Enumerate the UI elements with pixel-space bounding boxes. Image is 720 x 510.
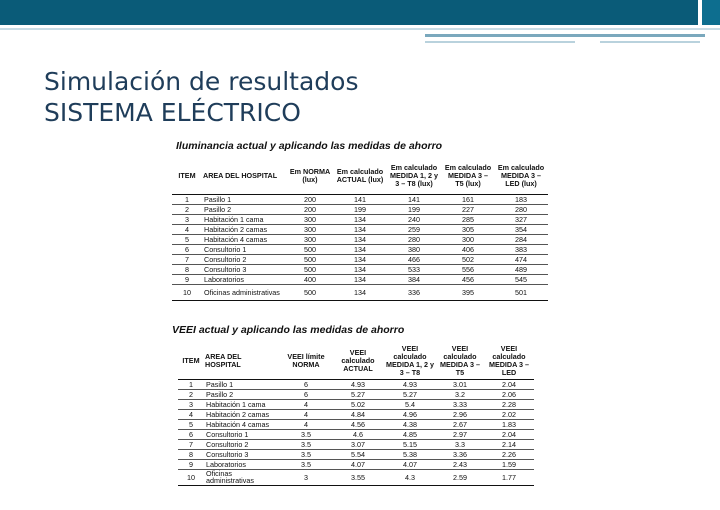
value-cell: 5.4 xyxy=(405,399,415,409)
value-cell: 3.5 xyxy=(301,449,311,459)
value-cell: 336 xyxy=(408,287,420,297)
value-cell: 134 xyxy=(354,287,366,297)
table-row xyxy=(178,459,534,469)
value-cell: 545 xyxy=(515,274,527,284)
value-cell: 200 xyxy=(304,204,316,214)
column-header: Em calculado MEDIDA 3 – LED (lux) xyxy=(497,162,545,188)
veei-table xyxy=(178,343,534,486)
table-row xyxy=(172,284,548,300)
table2-caption: VEEI actual y aplicando las medidas de ahorro xyxy=(172,324,405,336)
area-name-cell: Pasillo 1 xyxy=(206,379,234,389)
area-name-cell: Laboratorios xyxy=(204,274,244,284)
value-cell: 489 xyxy=(515,264,527,274)
value-cell: 4.93 xyxy=(403,379,417,389)
area-name-cell: Oficinas administrativas xyxy=(204,287,280,297)
slide-title xyxy=(44,66,359,128)
table-row xyxy=(172,194,548,204)
area-name-cell: Consultorio 3 xyxy=(206,449,249,459)
value-cell: 4.96 xyxy=(403,409,417,419)
value-cell: 4.85 xyxy=(403,429,417,439)
value-cell: 285 xyxy=(462,214,474,224)
value-cell: 141 xyxy=(354,194,366,204)
table-row xyxy=(172,254,548,264)
value-cell: 500 xyxy=(304,254,316,264)
value-cell: 4 xyxy=(304,399,308,409)
table-header-row xyxy=(178,343,534,379)
column-header: AREA DEL HOSPITAL xyxy=(203,170,278,180)
value-cell: 2.28 xyxy=(502,399,516,409)
table-row xyxy=(178,439,534,449)
top-banner xyxy=(0,0,720,25)
value-cell: 500 xyxy=(304,244,316,254)
item-number-cell: 8 xyxy=(185,264,189,274)
column-header: AREA DEL HOSPITAL xyxy=(205,351,242,369)
item-number-cell: 7 xyxy=(185,254,189,264)
value-cell: 2.14 xyxy=(502,439,516,449)
value-cell: 3.5 xyxy=(301,429,311,439)
value-cell: 280 xyxy=(515,204,527,214)
value-cell: 1.83 xyxy=(502,419,516,429)
value-cell: 200 xyxy=(304,194,316,204)
value-cell: 227 xyxy=(462,204,474,214)
value-cell: 3.5 xyxy=(301,439,311,449)
value-cell: 134 xyxy=(354,274,366,284)
value-cell: 4.84 xyxy=(351,409,365,419)
item-number-cell: 6 xyxy=(189,429,193,439)
value-cell: 2.06 xyxy=(502,389,516,399)
value-cell: 3 xyxy=(304,472,308,482)
table-row xyxy=(172,224,548,234)
value-cell: 533 xyxy=(408,264,420,274)
value-cell: 300 xyxy=(462,234,474,244)
area-name-cell: Consultorio 3 xyxy=(204,264,247,274)
table-row xyxy=(178,429,534,439)
table-row xyxy=(172,204,548,214)
value-cell: 183 xyxy=(515,194,527,204)
value-cell: 6 xyxy=(304,389,308,399)
value-cell: 4.56 xyxy=(351,419,365,429)
column-header: Em calculado MEDIDA 3 – T5 (lux) xyxy=(444,162,492,188)
value-cell: 4.07 xyxy=(403,459,417,469)
value-cell: 4 xyxy=(304,409,308,419)
value-cell: 327 xyxy=(515,214,527,224)
area-name-cell: Habitación 1 cama xyxy=(204,214,264,224)
illuminance-table xyxy=(172,158,548,301)
item-number-cell: 2 xyxy=(185,204,189,214)
value-cell: 501 xyxy=(515,287,527,297)
value-cell: 2.04 xyxy=(502,429,516,439)
value-cell: 5.27 xyxy=(351,389,365,399)
value-cell: 3.33 xyxy=(453,399,467,409)
table-row xyxy=(178,379,534,389)
value-cell: 1.77 xyxy=(502,472,516,482)
value-cell: 354 xyxy=(515,224,527,234)
value-cell: 300 xyxy=(304,234,316,244)
value-cell: 3.55 xyxy=(351,472,365,482)
table-row xyxy=(172,244,548,254)
slide-title-line-1: Simulación de resultados xyxy=(44,67,359,96)
value-cell: 2.02 xyxy=(502,409,516,419)
area-name-cell: Oficinas administrativas xyxy=(206,469,254,485)
item-number-cell: 3 xyxy=(185,214,189,224)
accent-line xyxy=(425,34,705,37)
banner-end-block xyxy=(702,0,720,25)
item-number-cell: 10 xyxy=(187,472,195,482)
value-cell: 3.3 xyxy=(455,439,465,449)
area-name-cell: Pasillo 2 xyxy=(206,389,234,399)
item-number-cell: 6 xyxy=(185,244,189,254)
value-cell: 141 xyxy=(408,194,420,204)
item-number-cell: 5 xyxy=(185,234,189,244)
item-number-cell: 5 xyxy=(189,419,193,429)
column-header: VEEI calculado ACTUAL xyxy=(341,347,375,373)
value-cell: 161 xyxy=(462,194,474,204)
value-cell: 4 xyxy=(304,419,308,429)
value-cell: 5.38 xyxy=(403,449,417,459)
value-cell: 4.3 xyxy=(405,472,415,482)
value-cell: 2.26 xyxy=(502,449,516,459)
area-name-cell: Habitación 2 camas xyxy=(204,224,268,234)
value-cell: 5.54 xyxy=(351,449,365,459)
value-cell: 5.02 xyxy=(351,399,365,409)
value-cell: 2.43 xyxy=(453,459,467,469)
column-header: ITEM xyxy=(178,170,196,180)
value-cell: 280 xyxy=(408,234,420,244)
value-cell: 134 xyxy=(354,244,366,254)
column-header: VEEI calculado MEDIDA 3 – LED xyxy=(488,343,530,377)
value-cell: 134 xyxy=(354,254,366,264)
table-row xyxy=(178,419,534,429)
value-cell: 406 xyxy=(462,244,474,254)
item-number-cell: 9 xyxy=(189,459,193,469)
column-header: Em calculado ACTUAL (lux) xyxy=(336,166,384,184)
table1-caption: Iluminancia actual y aplicando las medidas de ahorro xyxy=(176,140,443,152)
value-cell: 199 xyxy=(408,204,420,214)
area-name-cell: Consultorio 2 xyxy=(206,439,249,449)
table-row xyxy=(172,274,548,284)
value-cell: 395 xyxy=(462,287,474,297)
area-name-cell: Consultorio 1 xyxy=(204,244,247,254)
value-cell: 474 xyxy=(515,254,527,264)
value-cell: 134 xyxy=(354,224,366,234)
value-cell: 284 xyxy=(515,234,527,244)
area-name-cell: Consultorio 2 xyxy=(204,254,247,264)
area-name-cell: Habitación 4 camas xyxy=(204,234,268,244)
value-cell: 4.93 xyxy=(351,379,365,389)
value-cell: 2.67 xyxy=(453,419,467,429)
item-number-cell: 2 xyxy=(189,389,193,399)
value-cell: 300 xyxy=(304,214,316,224)
value-cell: 3.5 xyxy=(301,459,311,469)
value-cell: 240 xyxy=(408,214,420,224)
table-row xyxy=(178,389,534,399)
value-cell: 380 xyxy=(408,244,420,254)
value-cell: 2.96 xyxy=(453,409,467,419)
value-cell: 500 xyxy=(304,287,316,297)
column-header: VEEI calculado MEDIDA 3 – T5 xyxy=(439,343,481,377)
column-header: VEEI calculado MEDIDA 1, 2 y 3 – T8 xyxy=(385,343,435,377)
area-name-cell: Laboratorios xyxy=(206,459,246,469)
value-cell: 199 xyxy=(354,204,366,214)
value-cell: 556 xyxy=(462,264,474,274)
value-cell: 3.01 xyxy=(453,379,467,389)
column-header: ITEM xyxy=(182,355,200,365)
value-cell: 400 xyxy=(304,274,316,284)
slide-title-line-2: SISTEMA ELÉCTRICO xyxy=(44,98,301,127)
accent-line xyxy=(600,41,700,43)
value-cell: 2.97 xyxy=(453,429,467,439)
value-cell: 2.04 xyxy=(502,379,516,389)
value-cell: 3.2 xyxy=(455,389,465,399)
value-cell: 5.27 xyxy=(403,389,417,399)
value-cell: 3.07 xyxy=(351,439,365,449)
accent-line xyxy=(425,41,575,43)
value-cell: 134 xyxy=(354,214,366,224)
value-cell: 4.6 xyxy=(353,429,363,439)
item-number-cell: 1 xyxy=(189,379,193,389)
value-cell: 2.59 xyxy=(453,472,467,482)
area-name-cell: Habitación 1 cama xyxy=(206,399,266,409)
item-number-cell: 4 xyxy=(185,224,189,234)
table-row xyxy=(178,409,534,419)
value-cell: 305 xyxy=(462,224,474,234)
value-cell: 456 xyxy=(462,274,474,284)
value-cell: 259 xyxy=(408,224,420,234)
value-cell: 384 xyxy=(408,274,420,284)
item-number-cell: 4 xyxy=(189,409,193,419)
item-number-cell: 9 xyxy=(185,274,189,284)
area-name-cell: Habitación 2 camas xyxy=(206,409,270,419)
item-number-cell: 3 xyxy=(189,399,193,409)
area-name-cell: Pasillo 1 xyxy=(204,194,232,204)
value-cell: 4.38 xyxy=(403,419,417,429)
area-name-cell: Habitación 4 camas xyxy=(206,419,270,429)
area-name-cell: Consultorio 1 xyxy=(206,429,249,439)
value-cell: 466 xyxy=(408,254,420,264)
value-cell: 1.59 xyxy=(502,459,516,469)
area-name-cell: Pasillo 2 xyxy=(204,204,232,214)
table-row xyxy=(178,449,534,459)
value-cell: 383 xyxy=(515,244,527,254)
table-row xyxy=(172,234,548,244)
value-cell: 4.07 xyxy=(351,459,365,469)
item-number-cell: 1 xyxy=(185,194,189,204)
value-cell: 6 xyxy=(304,379,308,389)
value-cell: 500 xyxy=(304,264,316,274)
value-cell: 5.15 xyxy=(403,439,417,449)
table-row xyxy=(172,214,548,224)
value-cell: 134 xyxy=(354,234,366,244)
table-row xyxy=(178,469,534,485)
value-cell: 300 xyxy=(304,224,316,234)
column-header: VEEI límite NORMA xyxy=(287,351,325,369)
item-number-cell: 7 xyxy=(189,439,193,449)
item-number-cell: 8 xyxy=(189,449,193,459)
value-cell: 3.36 xyxy=(453,449,467,459)
accent-line xyxy=(0,28,720,30)
table-header-row xyxy=(172,158,548,194)
table-row xyxy=(172,264,548,274)
value-cell: 134 xyxy=(354,264,366,274)
item-number-cell: 10 xyxy=(183,287,191,297)
column-header: Em NORMA (lux) xyxy=(289,166,331,184)
value-cell: 502 xyxy=(462,254,474,264)
table-row xyxy=(178,399,534,409)
column-header: Em calculado MEDIDA 1, 2 y 3 – T8 (lux) xyxy=(389,162,439,188)
